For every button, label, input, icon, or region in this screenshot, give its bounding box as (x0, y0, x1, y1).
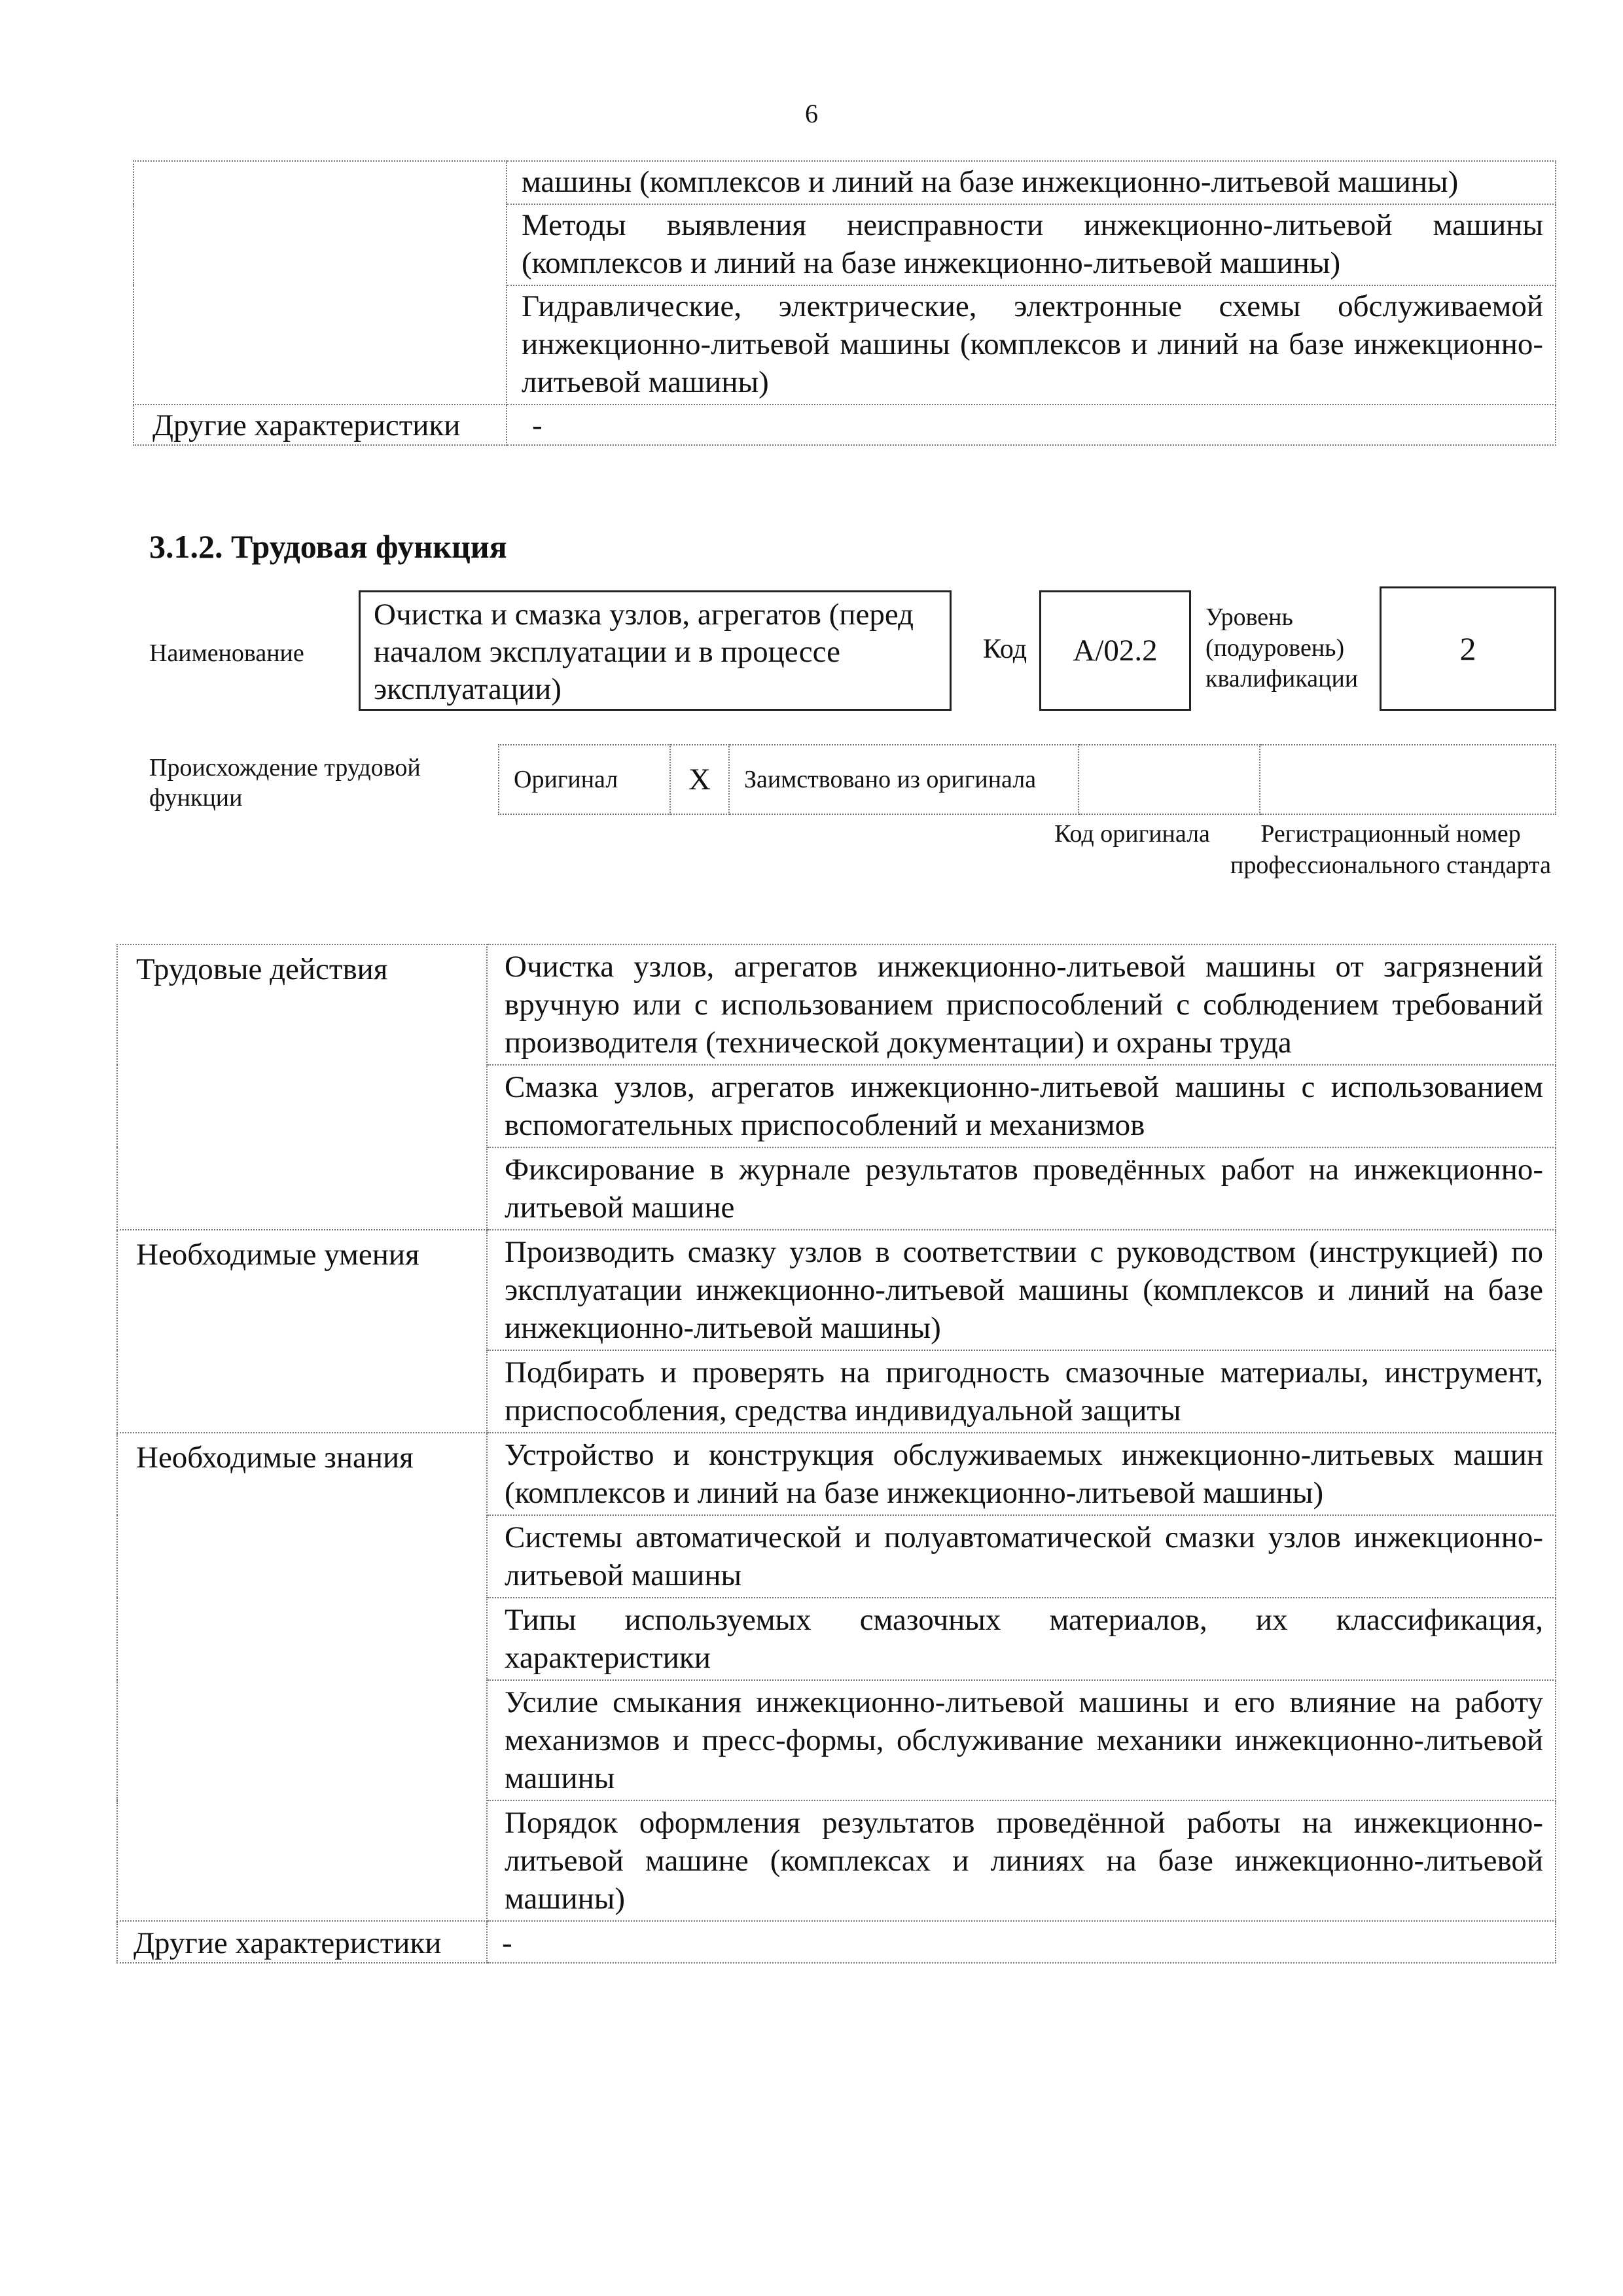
continuation-item: Методы выявления неисправности инжекционно-литьевой машины (комплексов и линий на базе инжекционно-литьевой машины) (507, 204, 1556, 285)
level-label-text: Уровень (подуровень) квалификации (1205, 603, 1359, 692)
original-code-cell (1079, 745, 1260, 814)
group-label: Необходимые умения (117, 1230, 487, 1433)
level-value: 2 (1380, 586, 1556, 711)
main-table (116, 944, 1556, 1964)
origin-label-text: Происхождение трудовой функции (149, 754, 421, 812)
continuation-item: Гидравлические, электрические, электронные схемы обслуживаемой инжекционно-литьевой машины (комплексов и линий на базе инжекционно-литьевой машины) (507, 285, 1556, 404)
group-item: Очистка узлов, агрегатов инжекционно-литьевой машины от загрязнений вручную или с использованием приспособлений с соблюдением требований производителя (технической документации) и охраны труда (487, 944, 1556, 1065)
other-characteristics-value: - (507, 404, 1556, 445)
other-characteristics-label: Другие характеристики (134, 404, 507, 445)
reg-number-cell (1260, 745, 1556, 814)
group-label: Необходимые знания (117, 1433, 487, 1921)
code-label: Код (983, 634, 1027, 664)
other-characteristics-value: - (487, 1921, 1556, 1963)
group-item: Смазка узлов, агрегатов инжекционно-литьевой машины с использованием вспомогательных приспособлений и механизмов (487, 1065, 1556, 1147)
group-item: Порядок оформления результатов проведённой работы на инжекционно-литьевой машине (комплексах и линиях на базе инжекционно-литьевой машины) (487, 1801, 1556, 1921)
group-item: Фиксирование в журнале результатов проведённых работ на инжекционно-литьевой машине (487, 1147, 1556, 1230)
continuation-table (133, 160, 1556, 446)
group-item: Типы используемых смазочных материалов, их классификация, характеристики (487, 1598, 1556, 1680)
name-label: Наименование (149, 639, 304, 667)
group-label: Трудовые действия (117, 944, 487, 1230)
continuation-item: машины (комплексов и линий на базе инжекционно-литьевой машины) (507, 161, 1556, 204)
group-item: Системы автоматической и полуавтоматической смазки узлов инжекционно-литьевой машины (487, 1515, 1556, 1598)
borrowed-label: Заимствовано из оригинала (729, 745, 1079, 814)
origin-table (498, 744, 1556, 815)
level-label (1205, 602, 1369, 694)
continuation-label-cell (134, 161, 507, 404)
section-heading: 3.1.2. Трудовая функция (149, 528, 507, 565)
code-value: А/02.2 (1039, 590, 1191, 711)
original-code-caption: Код оригинала (1054, 820, 1210, 848)
origin-label (149, 753, 476, 813)
page-number: 6 (805, 99, 818, 128)
name-value: Очистка и смазка узлов, агрегатов (перед началом эксплуатации и в процессе эксплуатации) (359, 590, 952, 711)
group-item: Подбирать и проверять на пригодность смазочные материалы, инструмент, приспособления, средства индивидуальной защиты (487, 1350, 1556, 1433)
group-item: Производить смазку узлов в соответствии с руководством (инструкцией) по эксплуатации инжекционно-литьевой машины (комплексов и линий на базе инжекционно-литьевой машины) (487, 1230, 1556, 1350)
original-mark: X (670, 745, 729, 814)
reg-number-caption: Регистрационный номер профессионального стандарта (1230, 820, 1551, 879)
group-item: Усилие смыкания инжекционно-литьевой машины и его влияние на работу механизмов и пресс-формы, обслуживание механики инжекционно-литьевой машины (487, 1680, 1556, 1801)
other-characteristics-label: Другие характеристики (117, 1921, 487, 1963)
group-item: Устройство и конструкция обслуживаемых инжекционно-литьевых машин (комплексов и линий на базе инжекционно-литьевой машины) (487, 1433, 1556, 1515)
original-label: Оригинал (499, 745, 670, 814)
